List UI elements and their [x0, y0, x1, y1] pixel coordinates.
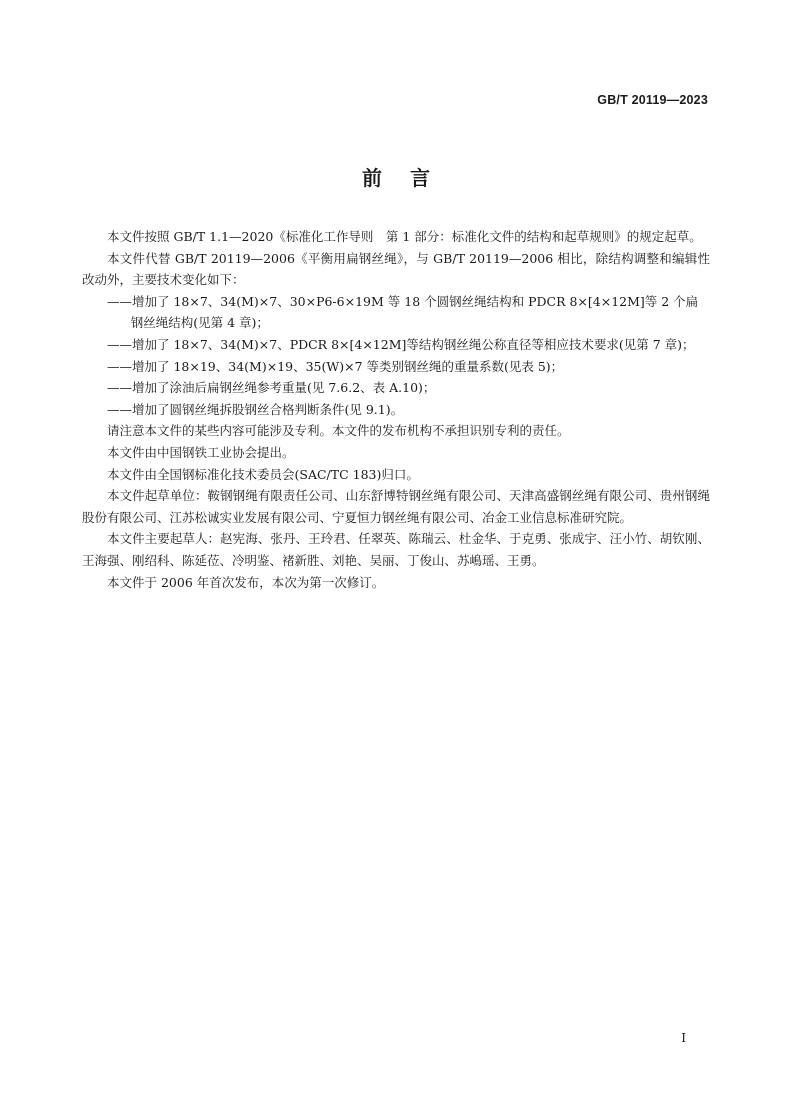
page-number: I — [681, 1031, 686, 1045]
change-item: ——增加了 18×7、34(M)×7、30×P6-6×19M 等 18 个圆钢丝绳结构和 PDCR 8×[4×12M]等 2 个扁钢丝绳结构(见第 4 章)； — [107, 293, 699, 331]
standard-code: GB/T 20119—2023 — [597, 93, 708, 107]
paragraph-history: 本文件于 2006 年首次发布，本次为第一次修订。 — [107, 574, 385, 590]
page-title — [0, 162, 792, 191]
paragraph-proposed-by: 本文件由中国钢铁工业协会提出。 — [107, 444, 295, 460]
foreword-body — [82, 226, 710, 593]
paragraph-drafters: 本文件主要起草人：赵宪海、张丹、王玲君、任翠英、陈瑞云、杜金华、于克勇、张成宇、汪小竹、胡钦刚、王海强、刚绍科、陈延莅、冷明鉴、褚新胜、刘艳、吴丽、丁俊山、苏嶋瑶、王勇。 — [82, 531, 710, 568]
paragraph-replaces: 本文件代替 GB/T 20119—2006《平衡用扁钢丝绳》，与 GB/T 20119—2006 相比，除结构调整和编辑性改动外，主要技术变化如下： — [82, 250, 710, 288]
change-item: ——增加了圆钢丝绳拆股钢丝合格判断条件(见 9.1)。 — [107, 401, 404, 417]
title-char-2: 言 — [410, 166, 430, 190]
paragraph-centralized-by: 本文件由全国钢标准化技术委员会(SAC/TC 183)归口。 — [107, 466, 419, 482]
paragraph-drafting-rules: 本文件按照 GB/T 1.1—2020《标准化工作导则 第 1 部分：标准化文件的结构和起草规则》的规定起草。 — [107, 229, 702, 244]
change-item: ——增加了涂油后扁钢丝绳参考重量(见 7.6.2、表 A.10)； — [107, 380, 436, 396]
paragraph-drafting-units: 本文件起草单位：鞍钢钢绳有限责任公司、山东舒博特钢丝绳有限公司、天津高盛钢丝绳有限公司、贵州钢绳股份有限公司、江苏松诚实业发展有限公司、宁夏恒力钢丝绳有限公司、冶金工业信息标准研究院。 — [82, 488, 710, 525]
change-item: ——增加了 18×7、34(M)×7、PDCR 8×[4×12M]等结构钢丝绳公称直径等相应技术要求(见第 7 章)； — [107, 336, 695, 352]
title-char-1: 前 — [362, 166, 382, 190]
change-item: ——增加了 18×19、34(M)×19、35(W)×7 等类别钢丝绳的重量系数(见表 5)； — [107, 358, 564, 374]
paragraph-patent-notice: 请注意本文件的某些内容可能涉及专利。本文件的发布机构不承担识别专利的责任。 — [107, 423, 570, 439]
